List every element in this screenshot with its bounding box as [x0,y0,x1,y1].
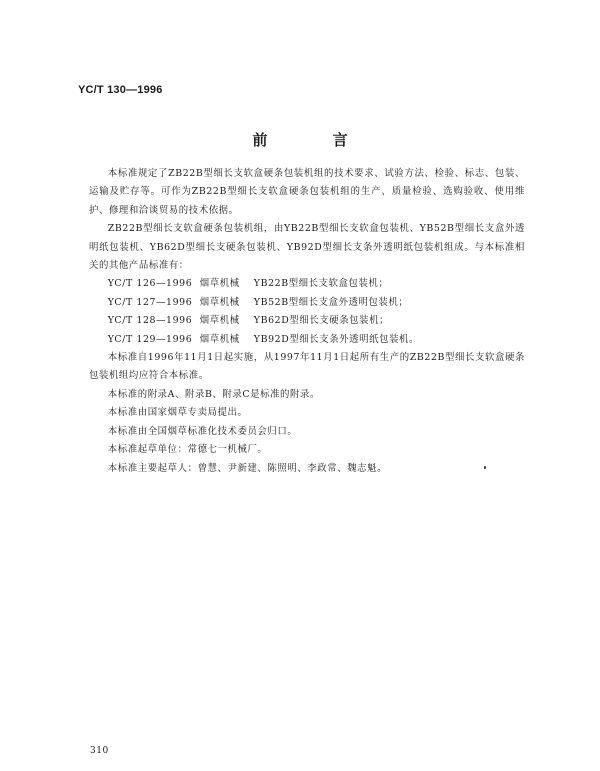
standard-name: YB52B型细长支盒外透明包装机； [253,296,409,308]
paragraph-scope: 本标准规定了ZB22B型细长支软盒硬条包装机组的技术要求、试验方法、检验、标志、包装、运输及贮存等。可作为ZB22B型细长支软盒硬条包装机组的生产、质量检验、选购验收、使用维护、修理和洽谈贸易的技术依据。 [89,168,525,216]
scan-speck [484,466,486,469]
related-standard-row [89,312,525,330]
standard-code: YC/T 128—1996 [107,315,193,327]
paragraph-appendices: 本标准的附录A、附录B、附录C是标准的附录。 [107,388,320,400]
standard-name: YB22B型细长支软盒包装机； [253,278,389,290]
related-standard-row [89,331,525,349]
page-title: 前 言 [252,131,378,149]
standard-code: YC/T 129—1996 [107,333,193,345]
paragraph-effective-date: 本标准自1996年11月1日起实施，从1997年11月1日起所有生产的ZB22B型细长支软盒硬条包装机组均应符合本标准。 [89,352,525,382]
standard-code: YC/T 127—1996 [107,296,193,308]
standard-code: YC/T 126—1996 [107,278,193,290]
page-number: 310 [90,746,109,756]
foreword-body [89,165,525,478]
standard-code-header: YC/T 130—1996 [78,84,163,96]
paragraph-committee: 本标准由全国烟草标准化技术委员会归口。 [107,425,298,437]
standard-category: 烟草机械 [199,315,240,327]
standard-category: 烟草机械 [199,333,240,345]
standard-category: 烟草机械 [199,278,240,290]
paragraph-drafters: 本标准主要起草人：曾慧、尹新建、陈照明、李政常、魏志魁。 [107,462,388,474]
standard-name: YB92D型细长支条外透明纸包装机。 [253,333,419,345]
paragraph-proposer: 本标准由国家烟草专卖局提出。 [107,407,248,419]
related-standards-list [89,275,525,349]
standard-category: 烟草机械 [199,296,240,308]
paragraph-composition: ZB22B型细长支软盒硬条包装机组，由YB22B型细长支软盒包装机、YB52B型细长支盒外透明纸包装机、YB62D型细长支硬条包装机、YB92D型细长支条外透明纸包装机组成。与本标准相关的其他产品标准有： [89,223,525,272]
related-standard-row [89,275,525,293]
related-standard-row [89,294,525,312]
paragraph-drafting-unit: 本标准起草单位：常德七一机械厂。 [107,444,268,456]
standard-name: YB62D型细长支硬条包装机； [253,315,390,327]
